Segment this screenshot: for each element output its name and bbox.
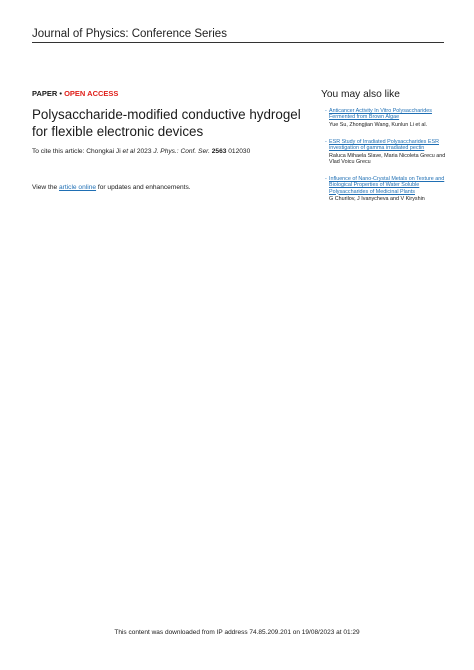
related-article-authors: Raluca Mihaela Slave, Maria Nicoleta Grecu and Vlad Voicu Grecu — [329, 152, 446, 165]
paper-type: PAPER — [32, 89, 58, 98]
view-suffix: for updates and enhancements. — [96, 184, 191, 191]
related-article — [325, 176, 449, 202]
citation-journal: J. Phys.: Conf. Ser. — [153, 148, 210, 155]
article-title: Polysaccharide-modified conductive hydrogel for flexible electronic devices — [32, 107, 301, 139]
bullet-icon: - — [325, 139, 327, 145]
related-article-link[interactable]: Influence of Nano-Crystal Metals on Texture and Biological Properties of Water Soluble Polysaccharides of Medicinal Plants — [329, 176, 445, 195]
label-separator: • — [57, 89, 65, 98]
citation-line — [32, 148, 250, 155]
sidebar-heading: You may also like — [321, 89, 400, 100]
view-prefix: View the — [32, 184, 60, 191]
related-article — [325, 108, 449, 128]
related-article-authors: Yue Su, Zhongjian Wang, Kunlun Li et al. — [329, 121, 428, 128]
paper-label — [32, 89, 118, 98]
citation-et-al: et al — [122, 148, 135, 155]
journal-title: Journal of Physics: Conference Series — [32, 28, 227, 40]
related-article-authors: G Churilov, J Ivanycheva and V Kiryshin — [329, 195, 425, 202]
bullet-icon: - — [325, 176, 327, 182]
bullet-icon: - — [325, 108, 327, 114]
open-access-badge: OPEN ACCESS — [64, 89, 119, 98]
related-article-link[interactable]: Anticancer Activity In Vitro Polysaccharides Fermented from Brown Algae — [329, 108, 432, 121]
citation-volume: 2563 — [211, 148, 227, 155]
citation-prefix: To cite this article: Chongkai Ji — [32, 148, 123, 155]
article-online-link[interactable]: article online — [59, 184, 97, 191]
header-rule — [32, 42, 444, 43]
related-article-link[interactable]: ESR Study of Irradiated Polysaccharides ESR investigation of gamma irradiated pectin — [329, 139, 439, 152]
download-footer: This content was downloaded from IP address 74.85.209.201 on 19/08/2023 at 01:29 — [114, 629, 360, 636]
view-online-line — [32, 184, 191, 191]
related-article — [325, 139, 449, 165]
citation-article-number: 012030 — [226, 148, 251, 155]
citation-year: 2023 — [135, 148, 154, 155]
